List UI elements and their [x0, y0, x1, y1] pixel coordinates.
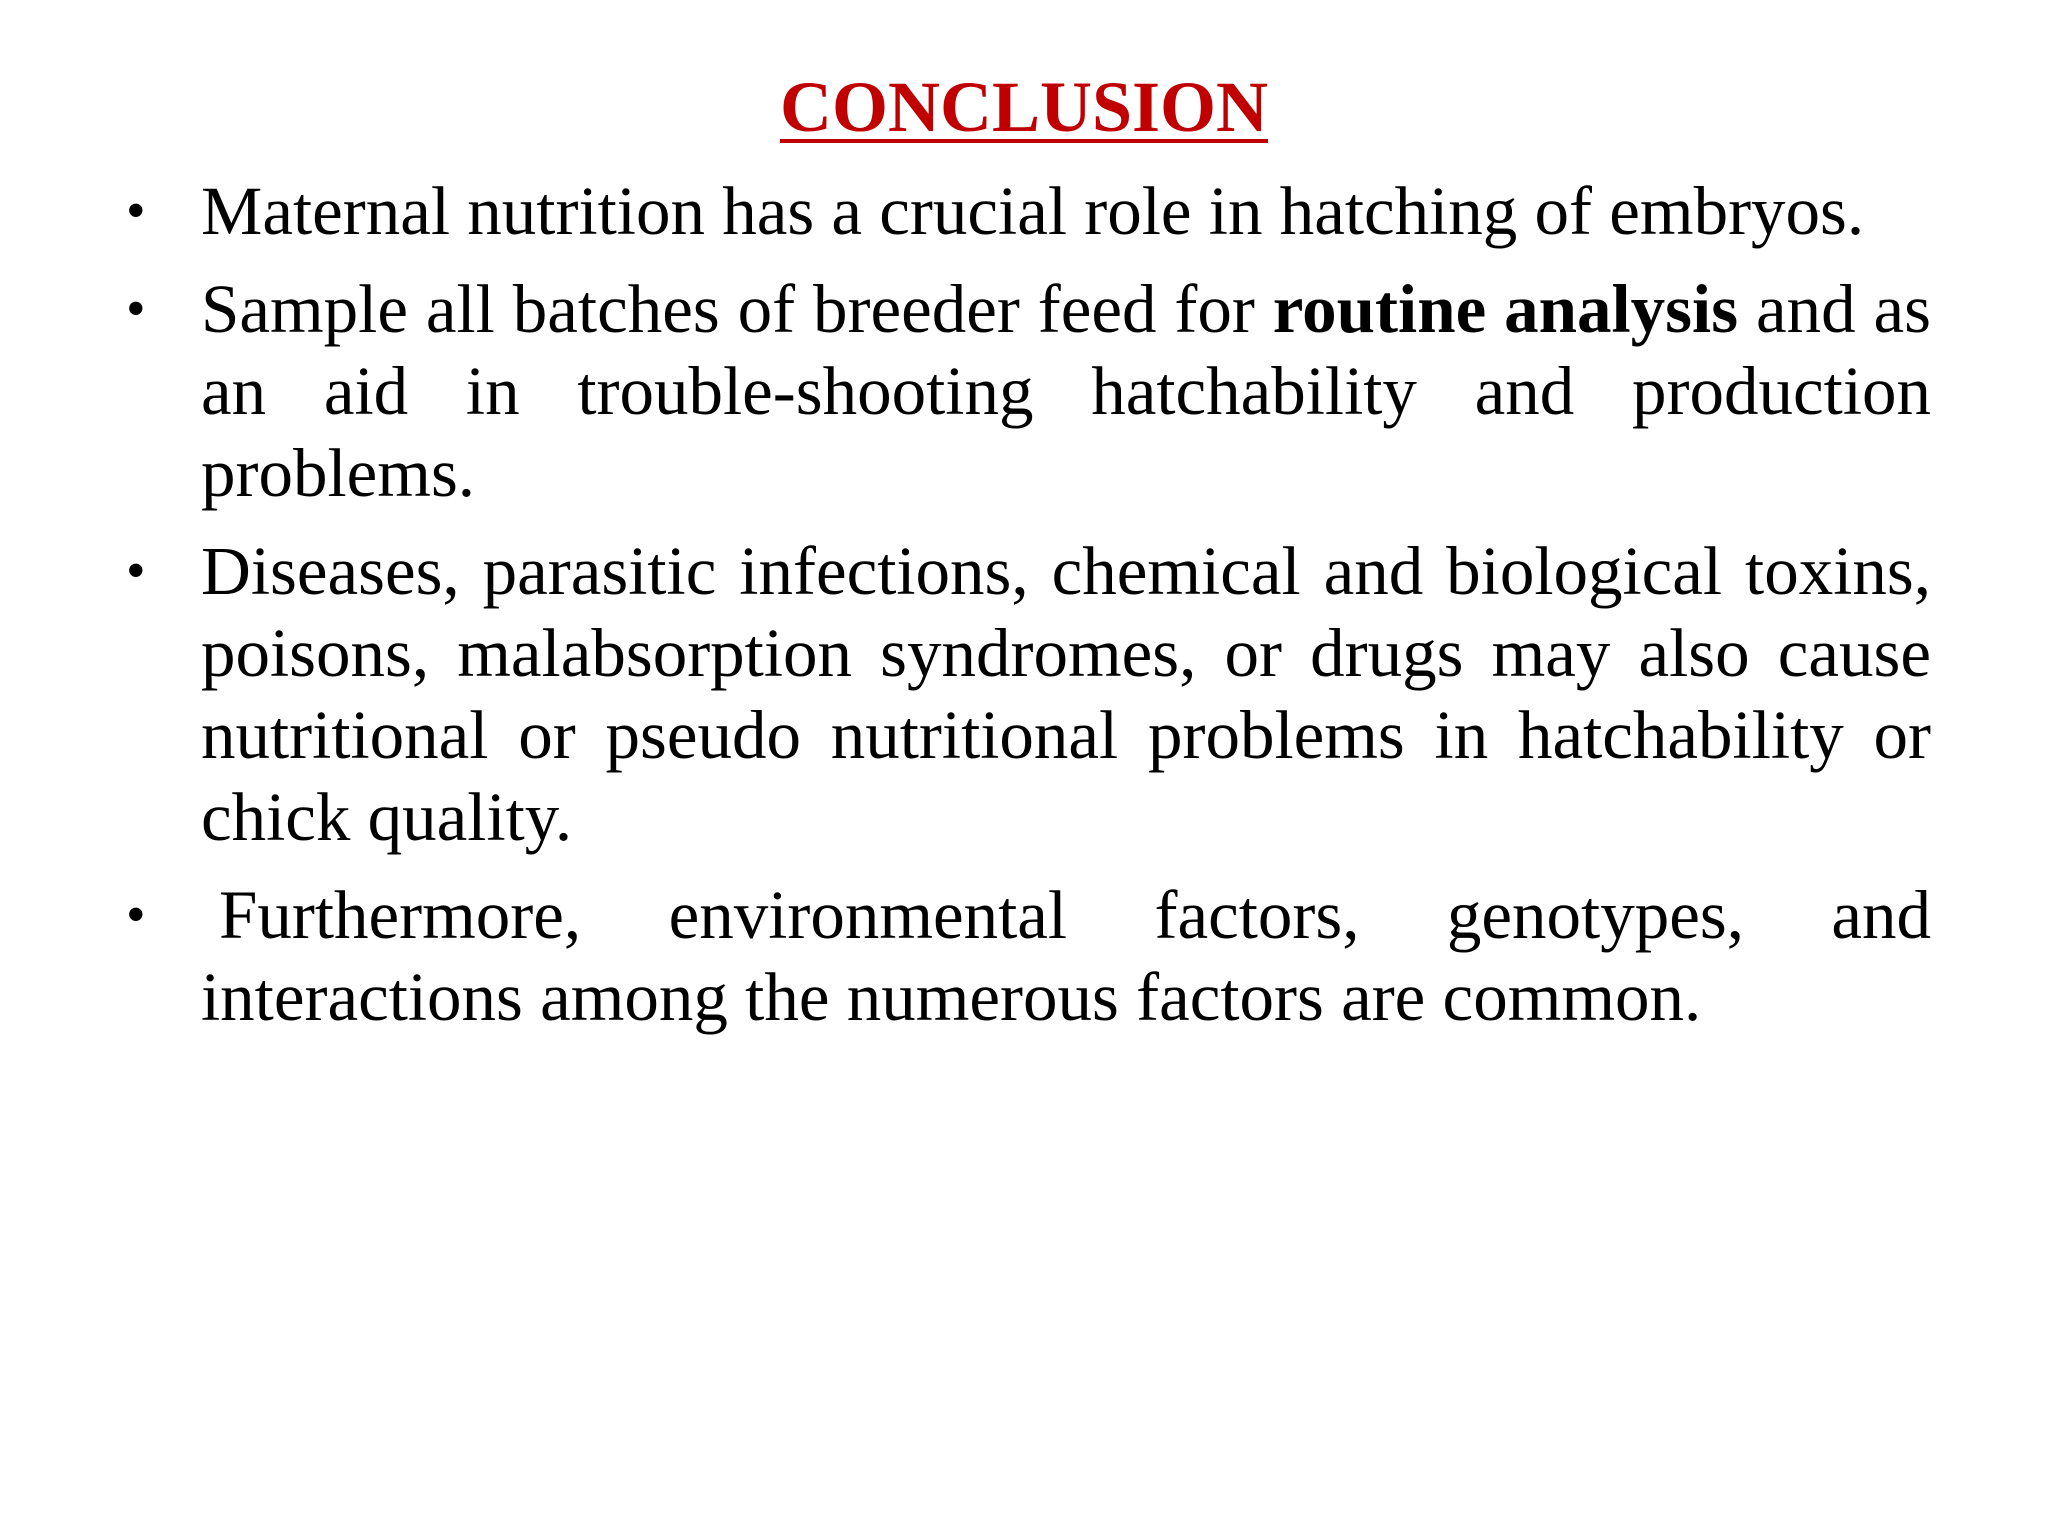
bullet-marker: •	[126, 180, 146, 242]
slide-title: CONCLUSION	[779, 67, 1269, 147]
bullet-text: Diseases, parasitic infections, chemical and biological toxins, poisons, malabsorption syndromes, or drugs may also cause nutritional or pseudo nutritional problems in hatchability or chick quality.	[201, 533, 1931, 855]
bullet-text-bold: routine analysis	[1272, 271, 1739, 347]
bullet-text: Maternal nutrition has a crucial role in hatching of embryos.	[201, 173, 1865, 249]
bullet-item-environmental-factors	[126, 874, 1931, 1038]
bullet-item-maternal-nutrition	[126, 170, 1931, 252]
bullet-text-tail: and as an aid in trouble-shooting hatchability and production problems.	[201, 271, 1931, 511]
bullet-marker: •	[126, 884, 146, 946]
bullet-text-lead: Sample all batches of breeder feed for	[201, 271, 1273, 347]
bullet-marker: •	[126, 540, 146, 602]
bullet-text: Furthermore, environmental factors, genotypes, and interactions among the numerous factors are common.	[201, 877, 1931, 1035]
bullet-marker: •	[126, 278, 146, 340]
bullet-item-diseases	[126, 530, 1931, 858]
bullet-item-feed-sampling	[126, 268, 1931, 514]
bullet-list	[0, 170, 2048, 1038]
